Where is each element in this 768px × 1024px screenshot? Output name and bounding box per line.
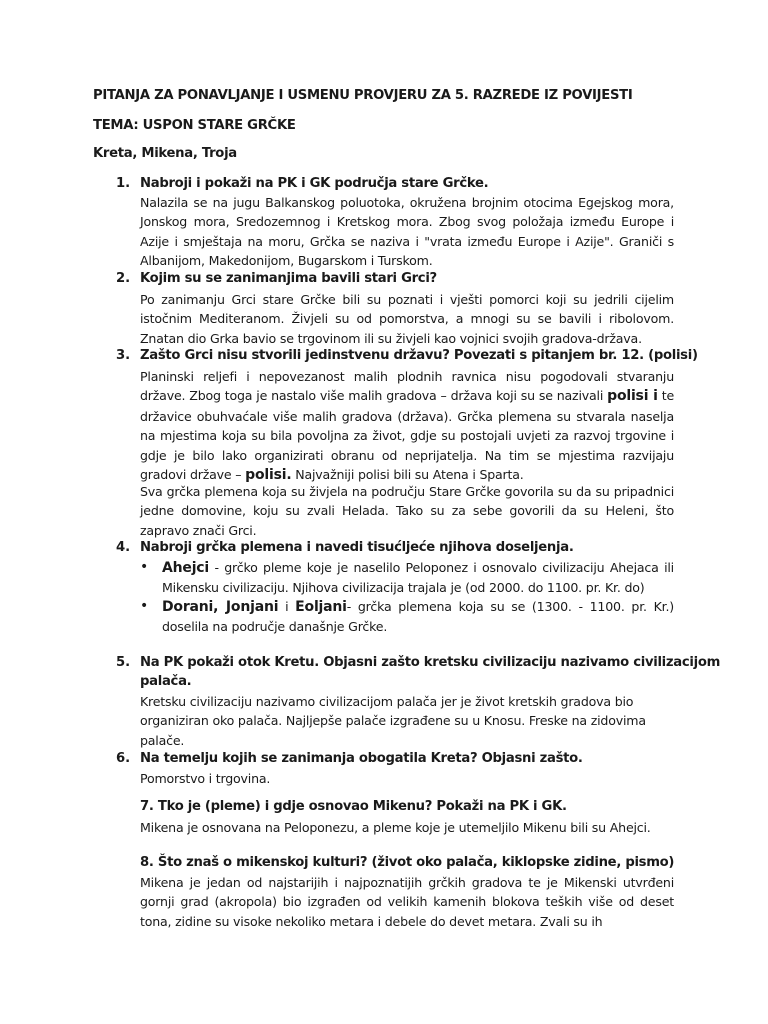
q4-bullet-1: • <box>140 559 149 575</box>
q1-title: Nabroji i pokaži na PK i GK područja stare Grčke. <box>140 176 489 191</box>
q6-title: Na temelju kojih se zanimanja obogatila Kreta? Objasni zašto. <box>140 751 583 766</box>
q3-answer-part-a: Planinski reljefi i nepovezanost malih plodnih ravnica nisu pogodovali stvaranju države. Zbog toga je nastalo više malih gradova – država koji su se nazivali <box>140 369 674 404</box>
q2-answer: Po zanimanju Grci stare Grčke bili su poznati i vješti pomorci koji su jedrili cijelim istočnim Mediteranom. Živjeli su od pomorstva, a mnogi su se bavili i ribolovom. Znatan dio Grka bavio se trgovinom ili su živjeli kao vojnici svojih gradova-država. <box>140 292 674 346</box>
document-title: PITANJA ZA PONAVLJANJE I USMENU PROVJERU ZA 5. RAZREDE IZ POVIJESTI <box>93 88 633 103</box>
q4-conjunction: i <box>278 599 296 614</box>
subtitle: Kreta, Mikena, Troja <box>93 146 237 161</box>
q4-bullet-2-desc: - grčka plemena koja su se (1300. - 1100. pr. Kr.) doselila na područje današnje Grčke. <box>162 599 674 635</box>
q4-bullet-2-text <box>162 597 674 637</box>
q4-number: 4. <box>116 540 131 555</box>
q4-bullet-2: • <box>140 598 149 614</box>
q2-number: 2. <box>116 271 131 286</box>
q5-title-line-2: palača. <box>140 674 192 689</box>
q4-title: Nabroji grčka plemena i navedi tisućljeće njihova doseljenja. <box>140 540 574 555</box>
q3-answer-2: Sva grčka plemena koja su živjela na području Stare Grčke govorila su da su pripadnici jedne domovine, koju su zvali Helada. Tako su za sebe govorili da su Heleni, što zapravo znači Grci. <box>140 484 674 538</box>
q8-title: 8. Što znaš o mikenskoj kulturi? (život oko palača, kiklopske zidine, pismo) <box>140 855 675 870</box>
q2-title: Kojim su se zanimanjima bavili stari Grci? <box>140 271 437 286</box>
q7-answer: Mikena je osnovana na Peloponezu, a pleme koje je utemeljilo Mikenu bili su Ahejci. <box>140 820 651 835</box>
q4-bullet-1-text <box>162 558 674 598</box>
q1-answer: Nalazila se na jugu Balkanskog poluotoka, okružena brojnim otocima Egejskog mora, Jonskog mora, Sredozemnog i Kretskog mora. Zbog svog položaja između Europe i Azije i smještaja na moru, Grčka se naziva i "vrata između Europe i Azije". Graniči s Albanijom, Makedonijom, Bugarskom i Turskom. <box>140 195 674 269</box>
q4-tribe-eoljani: Eoljani <box>295 599 347 615</box>
q1-number: 1. <box>116 176 131 191</box>
q4-bullet-1-desc: - grčko pleme koje je naselilo Peloponez i osnovalo civilizaciju Ahejaca ili Mikensku civilizaciju. Njihova civilizacija trajala je (od 2000. do 1100. pr. Kr. do) <box>162 560 674 596</box>
q3-term-polisi: polisi. <box>245 467 292 484</box>
q3-title: Zašto Grci nisu stvorili jedinstvenu državu? Povezati s pitanjem br. 12. (polisi) <box>140 348 698 363</box>
q5-answer: Kretsku civilizaciju nazivamo civilizacijom palača jer je život kretskih gradova bio organiziran oko palača. Najljepše palače izgrađene su u Knosu. Freske na zidovima palače. <box>140 694 646 748</box>
q6-answer: Pomorstvo i trgovina. <box>140 771 271 786</box>
q3-number: 3. <box>116 348 131 363</box>
q8-answer: Mikena je jedan od najstarijih i najpoznatijih grčkih gradova te je Mikenski utvrđeni gornji grad (akropola) bio izgrađen od velikih kamenih blokova teških više od deset tona, zidine su visoke nekoliko metara i debele do devet metara. Zvali su ih <box>140 875 674 929</box>
q3-answer <box>140 367 674 485</box>
q4-tribes-dorani-jonjani: Dorani, Jonjani <box>162 599 279 615</box>
q7-title: 7. Tko je (pleme) i gdje osnovao Mikenu? Pokaži na PK i GK. <box>140 799 567 814</box>
q5-number: 5. <box>116 655 131 670</box>
q5-title-line-1: Na PK pokaži otok Kretu. Objasni zašto kretsku civilizaciju nazivamo civilizacijom <box>140 655 721 670</box>
q3-answer-part-b: te državice obuhvaćale više malih gradova (država). Grčka plemena su stvarala naselja na mjestima koja su bila povoljna za život, gdje su postojali uvjeti za razvoj trgovine i gdje je bilo lako organizirati obranu od neprijatelja. Na tim se mjestima razvijaju gradovi države – <box>140 388 675 483</box>
q3-answer-part-c: Najvažniji polisi bili su Atena i Sparta. <box>291 467 524 483</box>
q3-term-polisi-i: polisi i <box>607 388 658 405</box>
q6-number: 6. <box>116 751 131 766</box>
q4-tribe-ahejci: Ahejci <box>162 560 209 576</box>
topic-heading: TEMA: USPON STARE GRČKE <box>93 118 296 133</box>
